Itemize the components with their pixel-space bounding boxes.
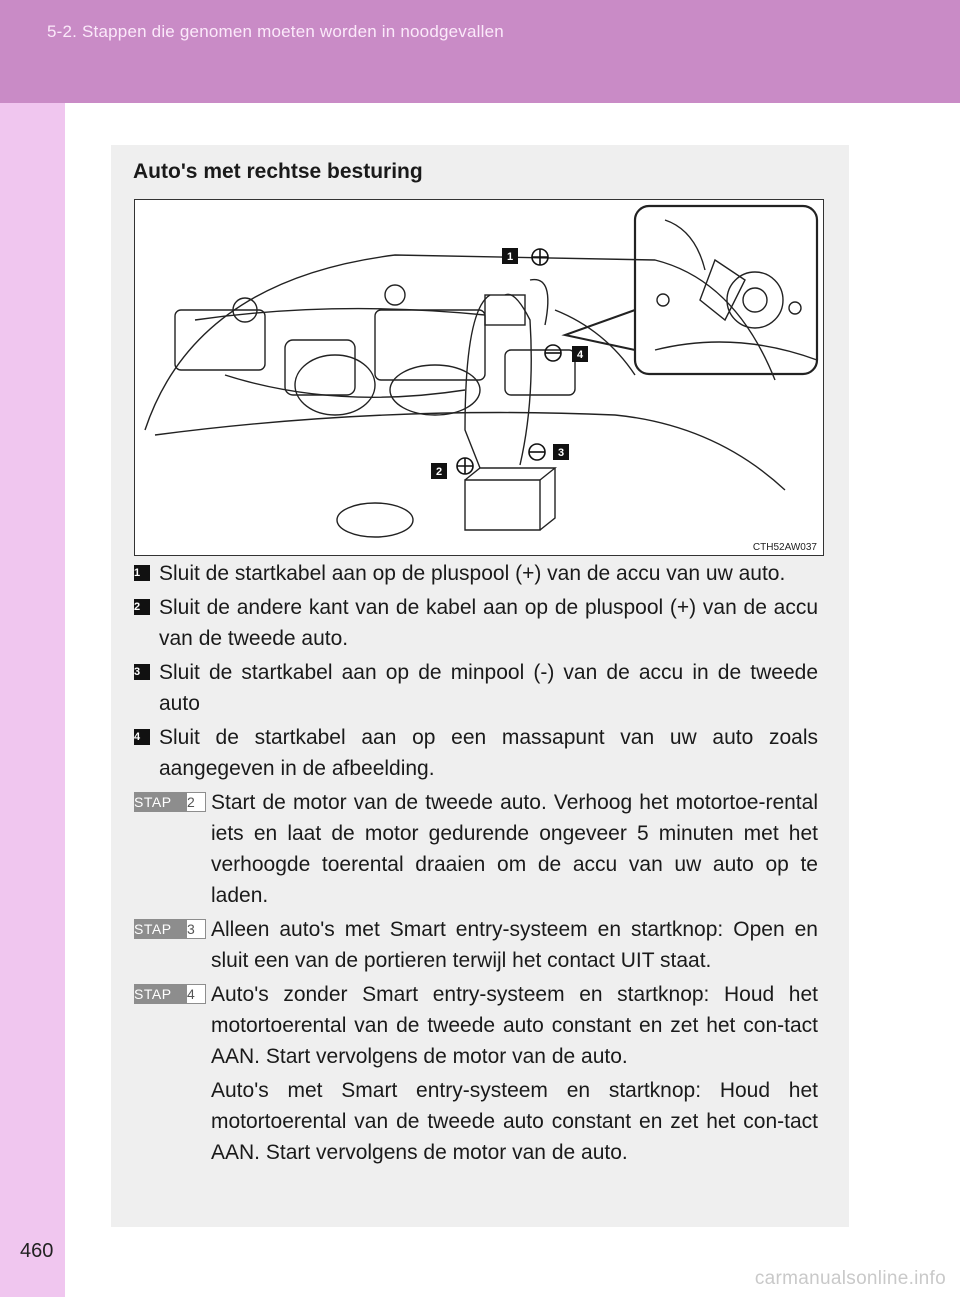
callout-3-label: 3	[557, 447, 565, 459]
plus-symbol-icon	[457, 458, 473, 474]
stap-4-number: 4	[186, 984, 206, 1004]
callout-1-label: 1	[506, 251, 514, 263]
stap-3-text: Alleen auto's met Smart entry-systeem en startknop: Open en sluit een van de portieren terwijl het contact UIT staat.	[211, 918, 818, 972]
header-band	[0, 0, 960, 103]
stap-step-3	[134, 914, 818, 976]
watermark: carmanualsonline.info	[754, 1268, 946, 1289]
step-2-text: Sluit de andere kant van de kabel aan op de pluspool (+) van de accu van de tweede auto.	[159, 596, 818, 650]
stap-3-badge	[134, 919, 206, 939]
minus-symbol-icon	[529, 444, 545, 460]
step-1-text: Sluit de startkabel aan op de pluspool (+) van de accu van uw auto.	[159, 562, 786, 585]
stap-4-label: STAP	[134, 984, 186, 1004]
stap-4-badge	[134, 984, 206, 1004]
step-4-text: Sluit de startkabel aan op een massapunt van uw auto zoals aangegeven in de afbeelding.	[159, 726, 818, 780]
step-4-marker-icon: 4	[134, 729, 150, 745]
step-3-text: Sluit de startkabel aan op de minpool (-) van de accu in de tweede auto	[159, 661, 818, 715]
engine-bay-drawing	[135, 200, 823, 555]
numbered-step-3	[134, 657, 818, 719]
section-title: 5-2. Stappen die genomen moeten worden in noodgevallen	[47, 22, 504, 41]
side-band	[0, 103, 65, 1297]
panel-heading: Auto's met rechtse besturing	[133, 160, 423, 183]
step-2-marker-icon: 2	[134, 599, 150, 615]
numbered-step-1	[134, 558, 818, 589]
numbered-step-4	[134, 722, 818, 784]
numbered-step-2	[134, 592, 818, 654]
stap-2-text: Start de motor van de tweede auto. Verhoog het motortoe-rental iets en laat de motor gedurende ongeveer 5 minuten met het verhoogde toerental draaien om de accu van uw auto op te laden.	[211, 791, 818, 907]
jump-start-illustration	[134, 199, 824, 556]
stap-step-4	[134, 979, 818, 1072]
page-number: 460	[20, 1240, 54, 1262]
stap-2-badge	[134, 792, 206, 812]
stap-3-label: STAP	[134, 919, 186, 939]
stap-step-2	[134, 787, 818, 911]
stap-2-number: 2	[186, 792, 206, 812]
stap-4-continuation: Auto's met Smart entry-systeem en startknop: Houd het motortoerental van de tweede auto constant en zet het con-tact AAN. Start vervolgens de motor van de auto.	[211, 1079, 818, 1164]
callout-2-label: 2	[435, 466, 443, 478]
minus-symbol-icon	[545, 345, 561, 361]
stap-4-text: Auto's zonder Smart entry-systeem en startknop: Houd het motortoerental van de tweede auto constant en zet het con-tact AAN. Start vervolgens de motor van de auto.	[211, 983, 818, 1068]
instruction-list	[134, 558, 818, 1168]
figure-code: CTH52AW037	[752, 542, 817, 553]
plus-symbol-icon	[532, 249, 548, 265]
step-3-marker-icon: 3	[134, 664, 150, 680]
callout-4-label: 4	[576, 349, 584, 361]
stap-3-number: 3	[186, 919, 206, 939]
stap-2-label: STAP	[134, 792, 186, 812]
step-1-marker-icon: 1	[134, 565, 150, 581]
